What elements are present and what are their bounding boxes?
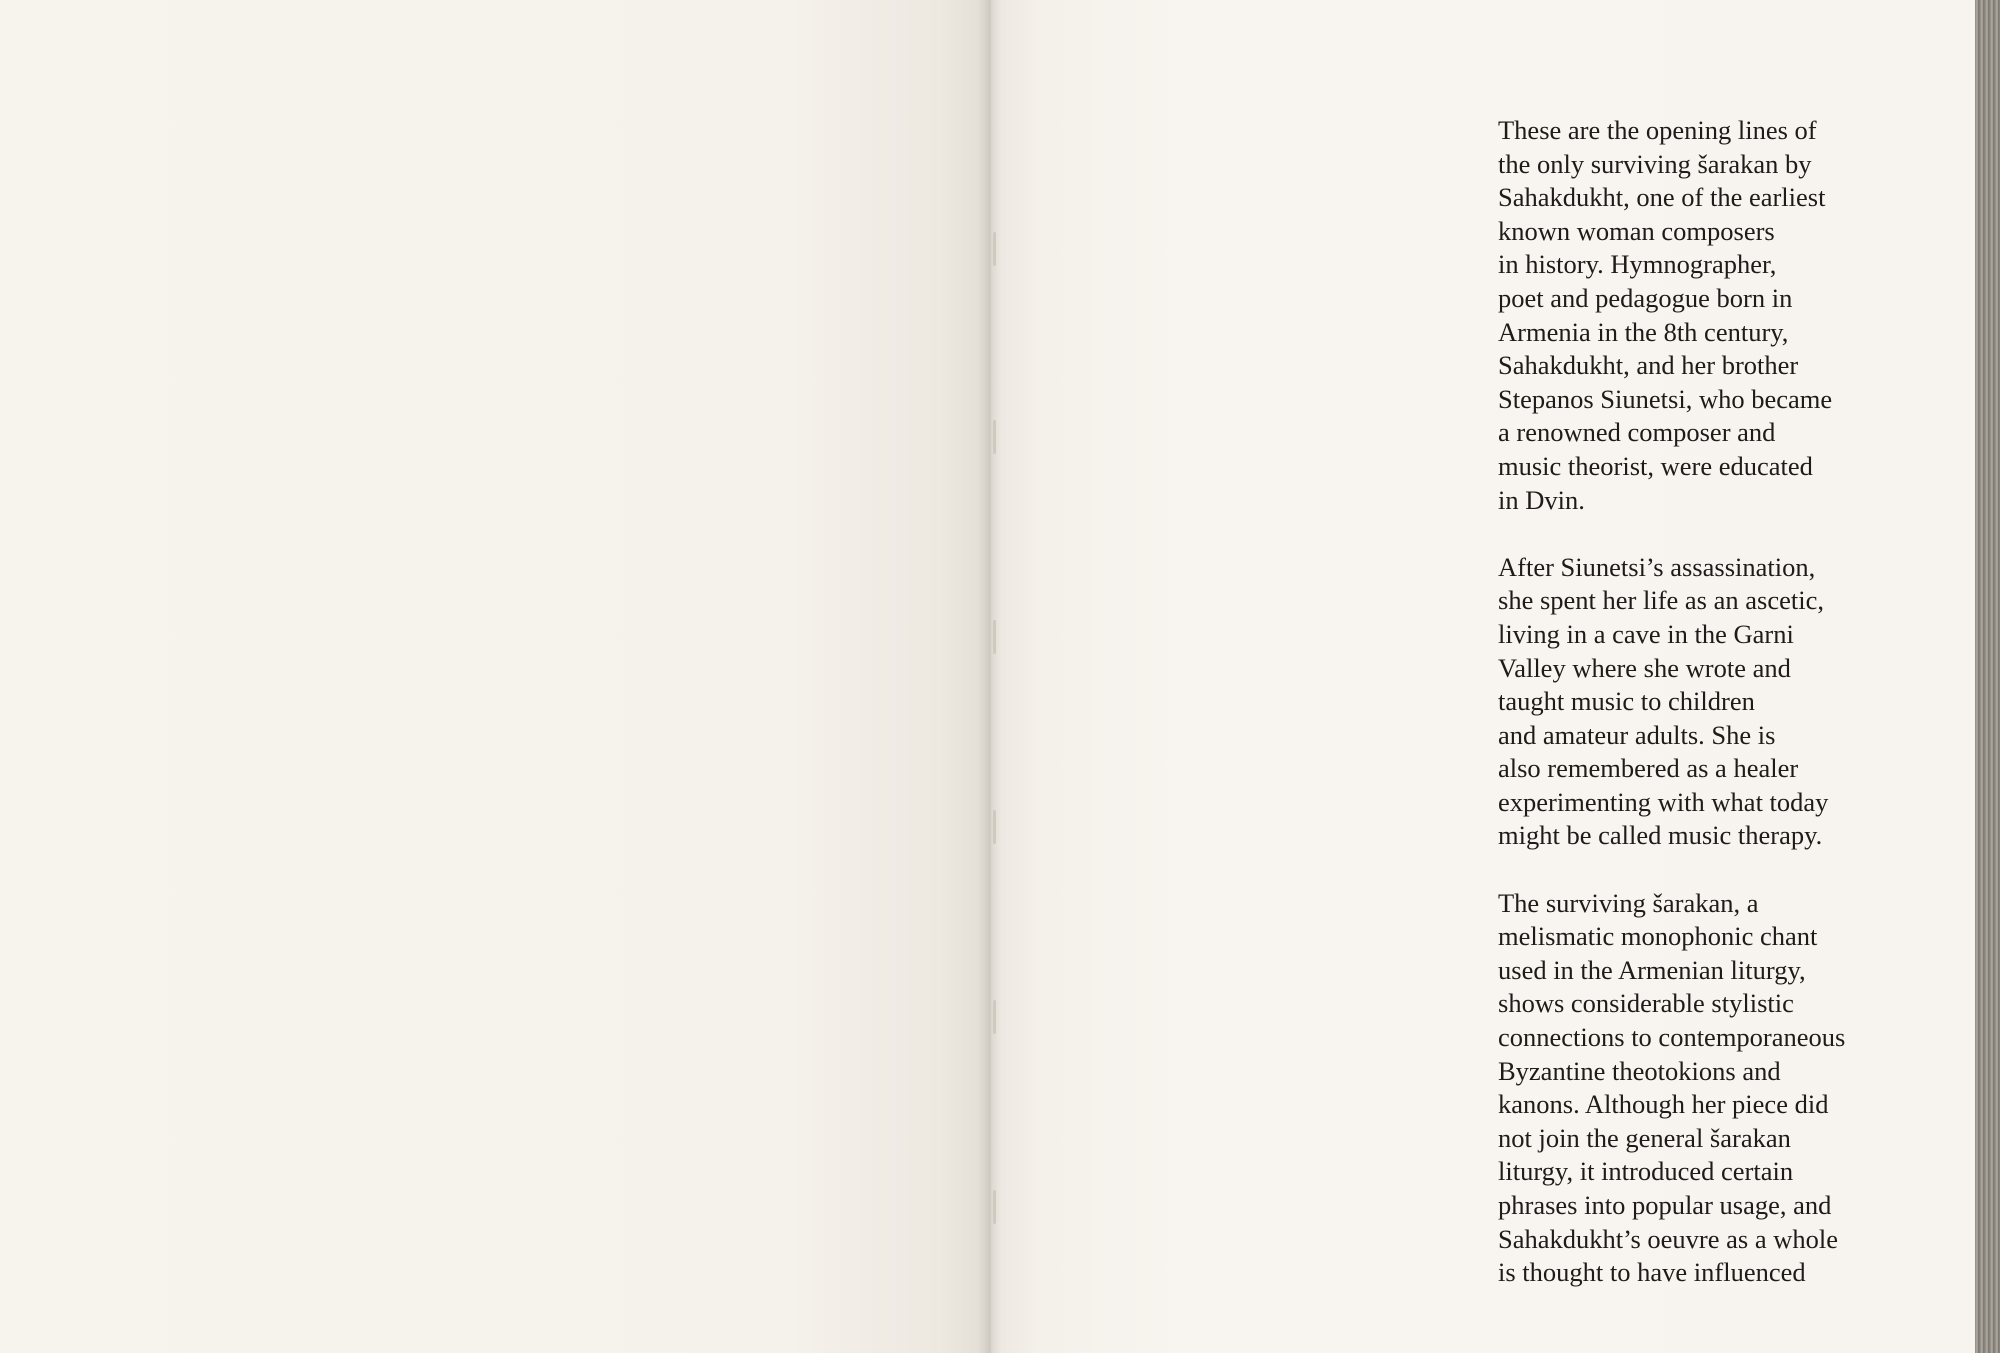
text-line: These are the opening lines of xyxy=(1498,115,1817,145)
text-line: melismatic monophonic chant xyxy=(1498,921,1818,952)
binding-stitch xyxy=(993,232,996,266)
binding-stitch xyxy=(993,810,996,844)
text-line: poet and pedagogue born in xyxy=(1498,282,1793,313)
paragraph-2 xyxy=(1498,551,1908,853)
body-text-column xyxy=(1498,114,1908,1323)
text-line: living in a cave in the Garni xyxy=(1498,618,1794,649)
text-line: Sahakdukht, and her brother xyxy=(1498,350,1799,381)
text-line: Armenia in the 8th century, xyxy=(1498,316,1789,347)
text-line: Sahakdukht’s oeuvre as a whole xyxy=(1498,1223,1838,1254)
binding-stitch xyxy=(993,420,996,454)
text-line: connections to contemporaneous xyxy=(1498,1022,1846,1053)
text-line: shows considerable stylistic xyxy=(1498,988,1794,1019)
text-line: and amateur adults. She is xyxy=(1498,719,1776,750)
text-line: Sahakdukht, one of the earliest xyxy=(1498,182,1826,213)
binding-stitch xyxy=(993,620,996,654)
text-line: known woman composers xyxy=(1498,215,1775,246)
text-line: Stepanos Siunetsi, who became xyxy=(1498,383,1833,414)
text-line: Byzantine theotokions and xyxy=(1498,1055,1781,1086)
text-line: in history. Hymnographer, xyxy=(1498,249,1777,280)
text-line: a renowned composer and xyxy=(1498,417,1776,448)
left-page-blank xyxy=(0,0,990,1353)
text-line: The surviving šarakan, a xyxy=(1498,887,1759,918)
page-block-edge xyxy=(1975,0,2000,1353)
text-line: used in the Armenian liturgy, xyxy=(1498,954,1806,985)
text-line: in Dvin. xyxy=(1498,484,1585,515)
text-line: music theorist, were educated xyxy=(1498,450,1813,481)
text-line: experimenting with what today xyxy=(1498,786,1829,817)
text-line: not join the general šarakan xyxy=(1498,1122,1791,1153)
text-line: she spent her life as an ascetic, xyxy=(1498,585,1824,616)
text-line: also remembered as a healer xyxy=(1498,753,1799,784)
text-line: Valley where she wrote and xyxy=(1498,652,1791,683)
binding-stitch xyxy=(993,1000,996,1034)
paragraph-3 xyxy=(1498,887,1908,1290)
text-line: kanons. Although her piece did xyxy=(1498,1089,1829,1120)
binding-stitch xyxy=(993,1190,996,1224)
text-line: liturgy, it introduced certain xyxy=(1498,1156,1794,1187)
text-line: After Siunetsi’s assassination, xyxy=(1498,551,1816,582)
text-line: phrases into popular usage, and xyxy=(1498,1190,1832,1220)
text-line: taught music to children xyxy=(1498,686,1755,717)
paragraph-1 xyxy=(1498,114,1908,517)
text-line: might be called music therapy. xyxy=(1498,820,1823,851)
text-line: the only surviving šarakan by xyxy=(1498,148,1812,179)
text-line: is thought to have influenced xyxy=(1498,1257,1806,1288)
book-gutter xyxy=(978,0,1002,1353)
